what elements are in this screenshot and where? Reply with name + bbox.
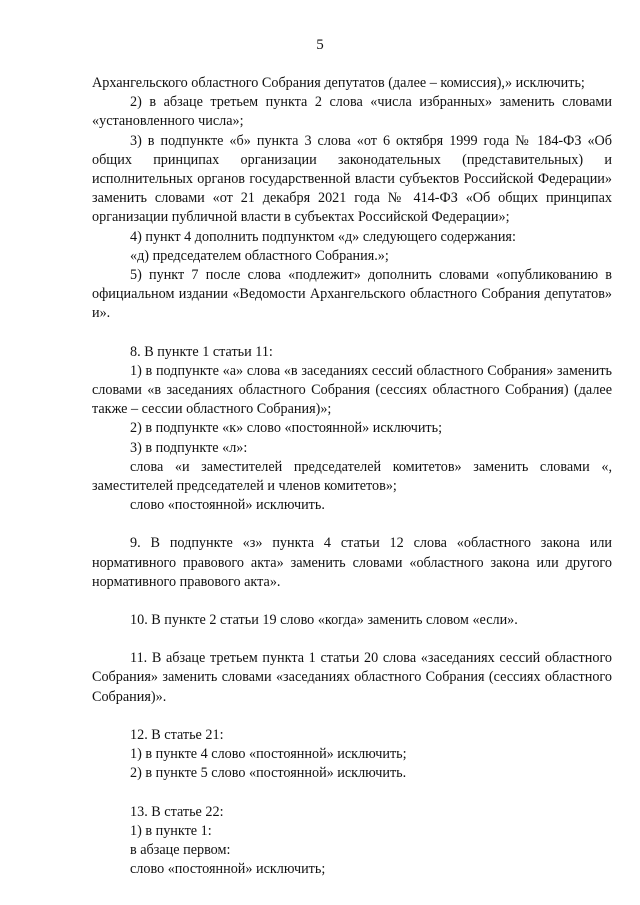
page-number: 5 xyxy=(316,37,324,53)
paragraph: слово «постоянной» исключить; xyxy=(130,861,326,878)
paragraph: «д) председателем областного Собрания.»; xyxy=(130,247,389,264)
document-body xyxy=(92,74,612,879)
paragraph-spacer xyxy=(92,592,612,611)
paragraph-spacer xyxy=(92,707,612,726)
paragraph: 4) пункт 4 дополнить подпунктом «д» следующего содержания: xyxy=(130,228,516,245)
paragraph: 8. В пункте 1 статьи 11: xyxy=(130,343,273,360)
paragraph: слово «постоянной» исключить. xyxy=(130,497,325,514)
paragraph: 3) в подпункте «б» пункта 3 слова «от 6 октября 1999 года № 184-ФЗ «Об общих принципах организации законодательных (представительных) и исполнительных органов государственной власти субъектов Российской Федерации» заменить словами «от 21 декабря 2021 года № 414-ФЗ «Об общих принципах организации публичной власти в субъектах Российской Федерации»; xyxy=(92,132,612,226)
paragraph: 3) в подпункте «л»: xyxy=(130,439,248,456)
paragraph: 2) в подпункте «к» слово «постоянной» исключить; xyxy=(130,420,443,437)
paragraph: 9. В подпункте «з» пункта 4 статьи 12 слова «областного закона или нормативного правового акта» заменить словами «областного закона или другого нормативного правового акта». xyxy=(92,535,612,590)
paragraph: 2) в пункте 5 слово «постоянной» исключить. xyxy=(130,765,407,782)
paragraph: 11. В абзаце третьем пункта 1 статьи 20 слова «заседаниях сессий областного Собрания» заменить словами «заседаниях областного Собрания (сессиях областного Собрания)». xyxy=(92,650,612,705)
paragraph: 13. В статье 22: xyxy=(130,803,224,820)
paragraph: 1) в пункте 4 слово «постоянной» исключить; xyxy=(130,746,407,763)
paragraph: 1) в пункте 1: xyxy=(130,822,212,839)
paragraph: 10. В пункте 2 статьи 19 слово «когда» заменить словом «если». xyxy=(130,612,518,629)
paragraph: в абзаце первом: xyxy=(130,841,231,858)
paragraph: 1) в подпункте «а» слова «в заседаниях сессий областного Собрания» заменить словами «в заседаниях областного Собрания (сессиях областного Собрания) (далее также – сессии областного Собрания)»; xyxy=(92,362,612,418)
paragraph: Архангельского областного Собрания депутатов (далее – комиссия),» исключить; xyxy=(92,75,585,91)
paragraph: 12. В статье 21: xyxy=(130,726,224,743)
paragraph-spacer xyxy=(92,515,612,534)
paragraph-spacer xyxy=(92,324,612,343)
paragraph-spacer xyxy=(92,630,612,649)
paragraph-spacer xyxy=(92,784,612,803)
paragraph: слова «и заместителей председателей комитетов» заменить словами «, заместителей председателей и членов комитетов»; xyxy=(92,458,612,495)
paragraph: 5) пункт 7 после слова «подлежит» дополнить словами «опубликованию в официальном издании «Ведомости Архангельского областного Собрания депутатов» и». xyxy=(92,267,612,322)
paragraph: 2) в абзаце третьем пункта 2 слова «числа избранных» заменить словами «установленного числа»; xyxy=(92,94,612,130)
